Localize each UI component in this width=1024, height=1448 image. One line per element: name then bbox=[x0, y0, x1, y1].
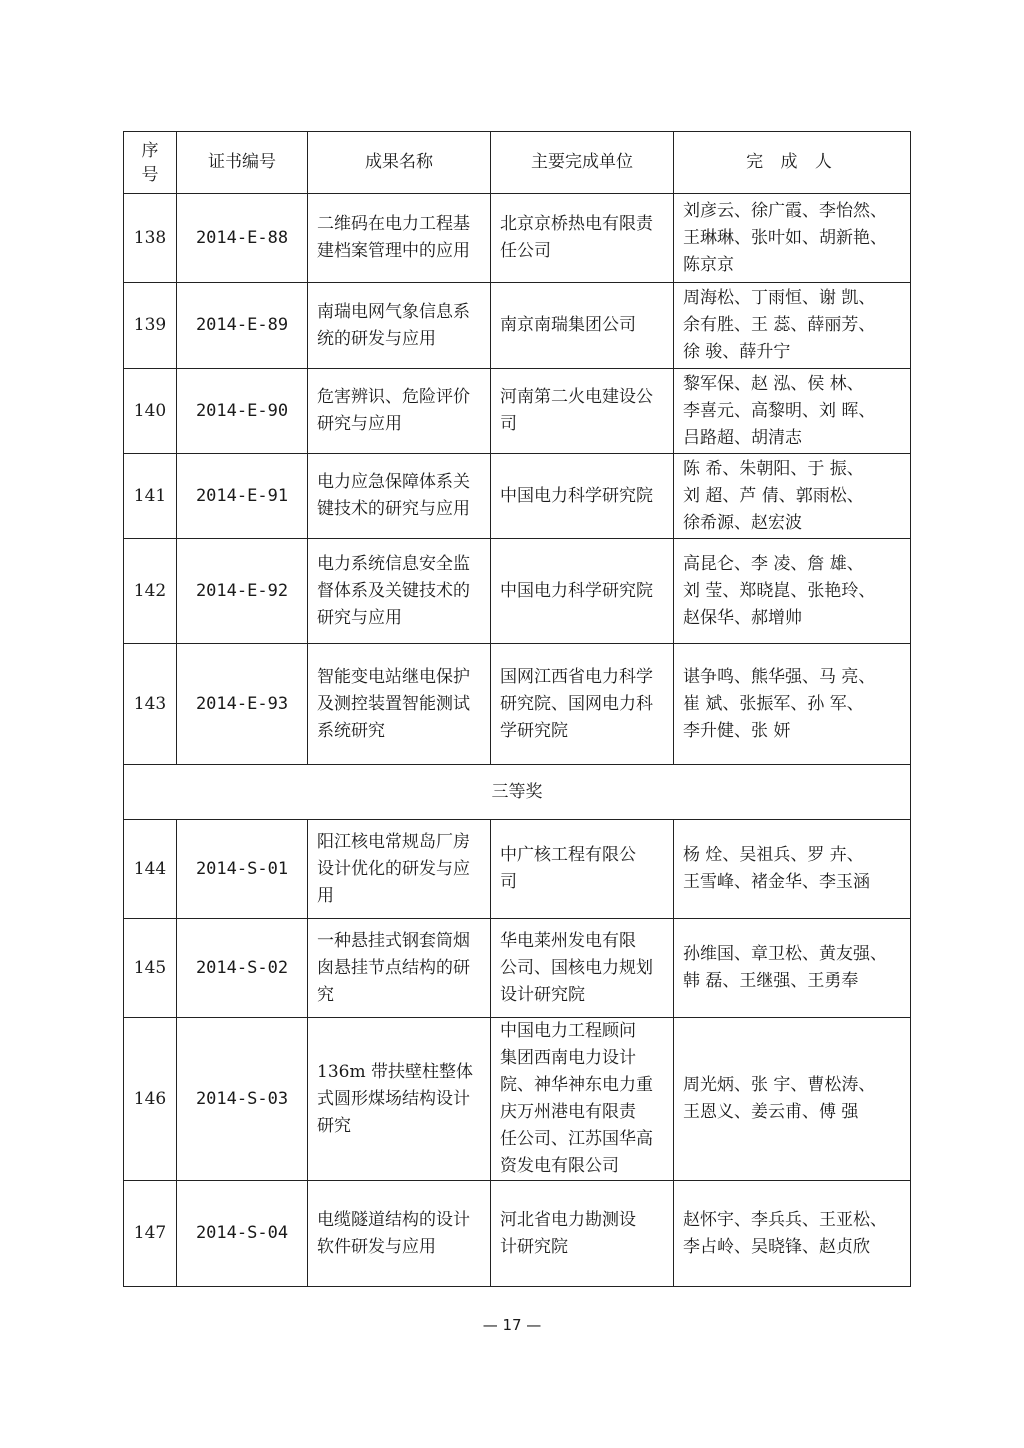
row-people bbox=[674, 454, 911, 539]
row-people-line: 王雪峰、褚金华、李玉涵 bbox=[683, 872, 870, 892]
row-name-line: 软件研发与应用 bbox=[317, 1236, 436, 1257]
row-unit-line: 中国电力工程顾问 bbox=[500, 1021, 636, 1041]
row-name bbox=[308, 919, 491, 1018]
row-people bbox=[674, 539, 911, 644]
row-seq: 147 bbox=[124, 1181, 177, 1287]
row-name bbox=[308, 1181, 491, 1287]
header-unit: 主要完成单位 bbox=[491, 132, 674, 194]
table-header-row bbox=[124, 132, 911, 194]
table-row bbox=[124, 919, 911, 1018]
header-name: 成果名称 bbox=[308, 132, 491, 194]
row-unit-line: 华电莱州发电有限 bbox=[500, 930, 636, 951]
row-people-line: 刘彦云、徐广霞、李怡然、 bbox=[683, 200, 887, 221]
row-name-line: 设计优化的研发与应 bbox=[317, 858, 470, 879]
row-people-line: 刘 超、芦 倩、郭雨松、 bbox=[683, 485, 864, 506]
row-name-line: 究 bbox=[317, 984, 334, 1005]
row-people-line: 李占岭、吴晓锋、赵贞欣 bbox=[683, 1236, 870, 1257]
table-row bbox=[124, 1181, 911, 1287]
row-unit-line: 河南第二火电建设公 bbox=[500, 387, 653, 407]
row-people bbox=[674, 919, 911, 1018]
row-people bbox=[674, 283, 911, 369]
row-name bbox=[308, 820, 491, 919]
row-cert: 2014-S-03 bbox=[177, 1018, 308, 1181]
row-name-line: 一种悬挂式钢套筒烟 bbox=[317, 930, 470, 951]
row-unit-line: 河北省电力勘测设 bbox=[500, 1209, 636, 1230]
row-unit-line: 公司、国核电力规划 bbox=[500, 957, 653, 978]
table-row bbox=[124, 283, 911, 369]
row-people-line: 谌争鸣、熊华强、马 亮、 bbox=[683, 666, 876, 687]
row-people-line: 刘 莹、郑晓崑、张艳玲、 bbox=[683, 580, 876, 601]
row-people-line: 崔 斌、张振军、孙 军、 bbox=[683, 693, 864, 714]
row-unit bbox=[491, 454, 674, 539]
row-name-line: 研究与应用 bbox=[317, 607, 402, 628]
row-seq: 138 bbox=[124, 194, 177, 283]
row-people bbox=[674, 194, 911, 283]
row-name-line: 智能变电站继电保护 bbox=[317, 666, 470, 687]
row-name bbox=[308, 1018, 491, 1181]
row-unit-line: 北京京桥热电有限责 bbox=[500, 214, 653, 234]
row-cert: 2014-S-02 bbox=[177, 919, 308, 1018]
page-number: — 17 — bbox=[482, 1316, 542, 1334]
row-people bbox=[674, 1181, 911, 1287]
row-name-line: 电力应急保障体系关 bbox=[317, 472, 470, 492]
row-unit-line: 司 bbox=[500, 872, 517, 892]
row-name-line: 二维码在电力工程基 bbox=[317, 214, 470, 234]
row-people-line: 吕路超、胡清志 bbox=[683, 427, 802, 448]
row-people bbox=[674, 1018, 911, 1181]
row-name-line: 研究 bbox=[317, 1115, 351, 1136]
row-people-line: 高昆仑、李 凌、詹 雄、 bbox=[683, 553, 864, 574]
row-unit-line: 研究院、国网电力科 bbox=[500, 693, 653, 714]
table-row bbox=[124, 194, 911, 283]
row-unit bbox=[491, 1181, 674, 1287]
row-unit bbox=[491, 1018, 674, 1181]
row-name-line: 南瑞电网气象信息系 bbox=[317, 301, 470, 322]
row-people bbox=[674, 644, 911, 765]
row-people-line: 李喜元、高黎明、刘 晖、 bbox=[683, 400, 876, 421]
table-row bbox=[124, 1018, 911, 1181]
row-unit bbox=[491, 919, 674, 1018]
row-unit bbox=[491, 644, 674, 765]
table-row bbox=[124, 454, 911, 539]
row-name-line: 建档案管理中的应用 bbox=[317, 241, 470, 261]
row-cert: 2014-S-04 bbox=[177, 1181, 308, 1287]
row-name-line: 键技术的研究与应用 bbox=[317, 499, 470, 519]
row-cert: 2014-E-93 bbox=[177, 644, 308, 765]
row-unit-line: 资发电有限公司 bbox=[500, 1156, 619, 1176]
row-name-line: 研究与应用 bbox=[317, 414, 402, 434]
row-name bbox=[308, 454, 491, 539]
row-name bbox=[308, 539, 491, 644]
row-people-line: 李升健、张 妍 bbox=[683, 720, 791, 741]
row-unit-line: 任公司、江苏国华高 bbox=[500, 1129, 653, 1149]
row-people-line: 韩 磊、王继强、王勇奉 bbox=[683, 971, 859, 991]
row-unit bbox=[491, 283, 674, 369]
row-name-line: 统的研发与应用 bbox=[317, 328, 436, 349]
row-people-line: 余有胜、王 蕊、薛丽芳、 bbox=[683, 315, 876, 335]
row-people-line: 陈京京 bbox=[683, 254, 734, 275]
row-name-line: 136m 带扶壁柱整体 bbox=[317, 1061, 473, 1082]
row-people bbox=[674, 369, 911, 454]
row-unit-line: 国网江西省电力科学 bbox=[500, 666, 653, 687]
row-unit-line: 计研究院 bbox=[500, 1236, 568, 1257]
row-unit-line: 学研究院 bbox=[500, 720, 568, 741]
row-cert: 2014-E-90 bbox=[177, 369, 308, 454]
row-unit-line: 任公司 bbox=[500, 241, 551, 261]
row-name bbox=[308, 283, 491, 369]
table-body bbox=[124, 194, 911, 1287]
row-seq: 146 bbox=[124, 1018, 177, 1181]
row-cert: 2014-E-89 bbox=[177, 283, 308, 369]
row-unit bbox=[491, 194, 674, 283]
row-cert: 2014-S-01 bbox=[177, 820, 308, 919]
row-seq: 140 bbox=[124, 369, 177, 454]
row-unit-line: 院、神华神东电力重 bbox=[500, 1075, 653, 1095]
row-seq: 142 bbox=[124, 539, 177, 644]
header-seq-line: 序 bbox=[141, 140, 159, 161]
row-name-line: 式圆形煤场结构设计 bbox=[317, 1088, 470, 1109]
row-unit bbox=[491, 369, 674, 454]
row-seq: 144 bbox=[124, 820, 177, 919]
row-unit-line: 庆万州港电有限责 bbox=[500, 1102, 636, 1122]
row-people-line: 黎军保、赵 泓、侯 林、 bbox=[683, 373, 864, 394]
row-people-line: 周海松、丁雨恒、谢 凯、 bbox=[683, 288, 876, 308]
row-people-line: 赵保华、郝增帅 bbox=[683, 607, 802, 628]
row-seq: 139 bbox=[124, 283, 177, 369]
row-name-line: 系统研究 bbox=[317, 720, 385, 741]
row-people-line: 徐 骏、薛升宁 bbox=[683, 342, 791, 362]
row-name-line: 危害辨识、危险评价 bbox=[317, 387, 470, 407]
row-cert: 2014-E-92 bbox=[177, 539, 308, 644]
row-unit-line: 南京南瑞集团公司 bbox=[500, 315, 636, 335]
table-row bbox=[124, 369, 911, 454]
awards-table bbox=[123, 131, 911, 1287]
table-row bbox=[124, 539, 911, 644]
row-seq: 145 bbox=[124, 919, 177, 1018]
row-name-line: 电缆隧道结构的设计 bbox=[317, 1209, 470, 1230]
row-name-line: 及测控装置智能测试 bbox=[317, 693, 470, 714]
row-unit bbox=[491, 539, 674, 644]
row-name bbox=[308, 644, 491, 765]
row-unit-line: 中国电力科学研究院 bbox=[500, 580, 653, 601]
row-people-line: 徐希源、赵宏波 bbox=[683, 512, 802, 533]
header-seq-line: 号 bbox=[141, 164, 159, 185]
header-seq bbox=[124, 132, 177, 194]
row-people-line: 王琳琳、张叶如、胡新艳、 bbox=[683, 227, 887, 248]
row-seq: 143 bbox=[124, 644, 177, 765]
header-people: 完 成 人 bbox=[674, 132, 911, 194]
row-name-line: 电力系统信息安全监 bbox=[317, 553, 470, 574]
row-unit-line: 设计研究院 bbox=[500, 984, 585, 1005]
row-people-line: 孙维国、章卫松、黄友强、 bbox=[683, 944, 887, 964]
row-name-line: 用 bbox=[317, 885, 334, 906]
row-cert: 2014-E-88 bbox=[177, 194, 308, 283]
row-name-line: 阳江核电常规岛厂房 bbox=[317, 831, 470, 852]
row-name bbox=[308, 194, 491, 283]
row-cert: 2014-E-91 bbox=[177, 454, 308, 539]
row-people bbox=[674, 820, 911, 919]
row-unit bbox=[491, 820, 674, 919]
row-people-line: 陈 希、朱朝阳、于 振、 bbox=[683, 458, 864, 479]
row-name-line: 督体系及关键技术的 bbox=[317, 580, 470, 601]
row-people-line: 周光炳、张 宇、曹松涛、 bbox=[683, 1075, 876, 1095]
row-people-line: 杨 烇、吴祖兵、罗 卉、 bbox=[683, 845, 864, 865]
section-title: 三等奖 bbox=[124, 765, 911, 820]
table-row bbox=[124, 644, 911, 765]
row-seq: 141 bbox=[124, 454, 177, 539]
row-unit-line: 司 bbox=[500, 414, 517, 434]
row-unit-line: 集团西南电力设计 bbox=[500, 1048, 636, 1068]
header-cert: 证书编号 bbox=[177, 132, 308, 194]
table-row bbox=[124, 820, 911, 919]
section-row bbox=[124, 765, 911, 820]
row-name-line: 囱悬挂节点结构的研 bbox=[317, 957, 470, 978]
row-people-line: 赵怀宇、李兵兵、王亚松、 bbox=[683, 1209, 887, 1230]
row-people-line: 王恩义、姜云甫、傅 强 bbox=[683, 1102, 859, 1122]
row-name bbox=[308, 369, 491, 454]
row-unit-line: 中广核工程有限公 bbox=[500, 845, 636, 865]
row-unit-line: 中国电力科学研究院 bbox=[500, 485, 653, 506]
